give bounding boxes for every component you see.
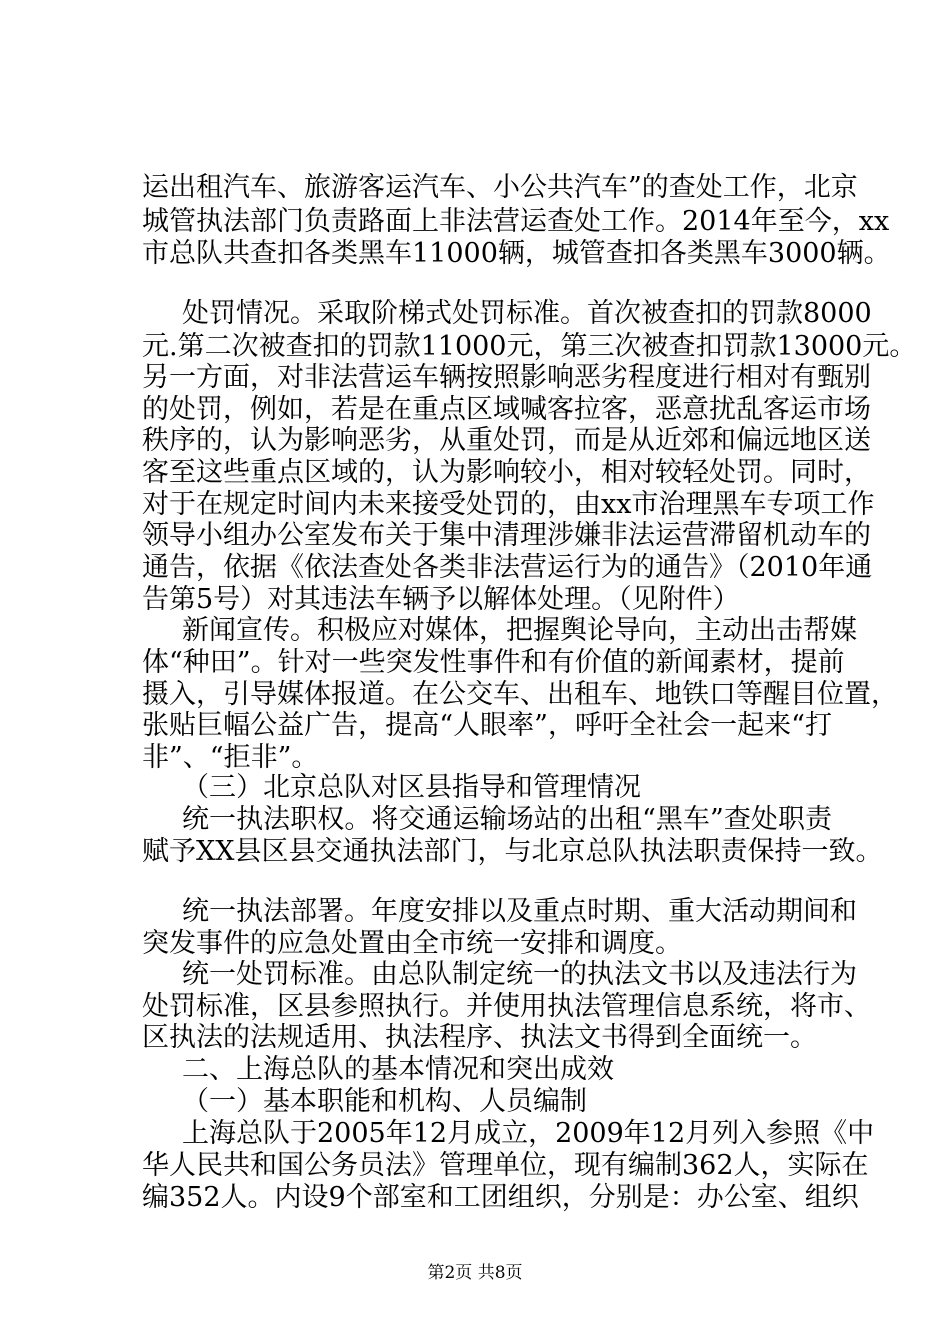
text-line: 上海总队于2005年12月成立，2009年12月列入参照《中	[182, 1118, 875, 1149]
text-line: 处罚情况。采取阶梯式处罚标准。首次被查扣的罚款8000	[182, 298, 872, 329]
text-line: 另一方面，对非法营运车辆按照影响恶劣程度进行相对有甄别	[142, 362, 871, 393]
subsection-heading: （一）基本职能和机构、人员编制	[182, 1086, 587, 1117]
text-line: 通告，依据《依法查处各类非法营运行为的通告》（2010年通	[142, 552, 873, 583]
text-line: 客至这些重点区域的，认为影响较小，相对较轻处罚。同时，	[142, 457, 871, 488]
text-line: 张贴巨幅公益广告，提高“人眼率”，呼吁全社会一起来“打	[142, 710, 832, 741]
text-line: 对于在规定时间内未来接受处罚的，由xx市治理黑车专项工作	[142, 489, 875, 520]
text-line: 体“种田”。针对一些突发性事件和有价值的新闻素材，提前	[142, 647, 845, 678]
text-line: 突发事件的应急处置由全市统一安排和调度。	[142, 928, 682, 959]
section-heading: 二、上海总队的基本情况和突出成效	[182, 1054, 614, 1085]
text-line: 区执法的法规适用、执法程序、执法文书得到全面统一。	[142, 1022, 817, 1053]
text-line: 摄入，引导媒体报道。在公交车、出租车、地铁口等醒目位置，	[142, 679, 898, 710]
text-line: 告第5号）对其违法车辆予以解体处理。（见附件）	[142, 584, 740, 615]
text-line: 华人民共和国公务员法》管理单位，现有编制362人，实际在	[142, 1150, 869, 1181]
text-line: 城管执法部门负责路面上非法营运查处工作。2014年至今，xx	[142, 206, 890, 237]
text-line: 秩序的，认为影响恶劣，从重处罚，而是从近郊和偏远地区送	[142, 425, 871, 456]
text-line: 统一执法职权。将交通运输场站的出租“黑车”查处职责	[182, 804, 832, 835]
text-line: 的处罚，例如，若是在重点区域喊客拉客，恶意扰乱客运市场	[142, 394, 871, 425]
text-line: 非”、“拒非”。	[142, 742, 319, 773]
text-line: 市总队共查扣各类黑车11000辆，城管查扣各类黑车3000辆。	[142, 238, 891, 269]
text-line: 领导小组办公室发布关于集中清理涉嫌非法运营滞留机动车的	[142, 520, 871, 551]
text-line: 元.第二次被查扣的罚款11000元，第三次被查扣罚款13000元。	[142, 331, 917, 362]
text-line: 新闻宣传。积极应对媒体，把握舆论导向，主动出击帮媒	[182, 615, 857, 646]
text-line: 赋予XX县区县交通执法部门，与北京总队执法职责保持一致。	[142, 836, 883, 867]
text-line: 统一执法部署。年度安排以及重点时期、重大活动期间和	[182, 896, 857, 927]
page-footer: 第2页 共8页	[427, 1263, 523, 1283]
text-line: 运出租汽车、旅游客运汽车、小公共汽车”的查处工作，北京	[142, 172, 858, 203]
text-line: 统一处罚标准。由总队制定统一的执法文书以及违法行为	[182, 959, 857, 990]
text-line: 处罚标准，区县参照执行。并使用执法管理信息系统，将市、	[142, 991, 871, 1022]
text-line: 编352人。内设9个部室和工团组织，分别是：办公室、组织	[142, 1182, 859, 1213]
section-heading: （三）北京总队对区县指导和管理情况	[182, 772, 641, 803]
